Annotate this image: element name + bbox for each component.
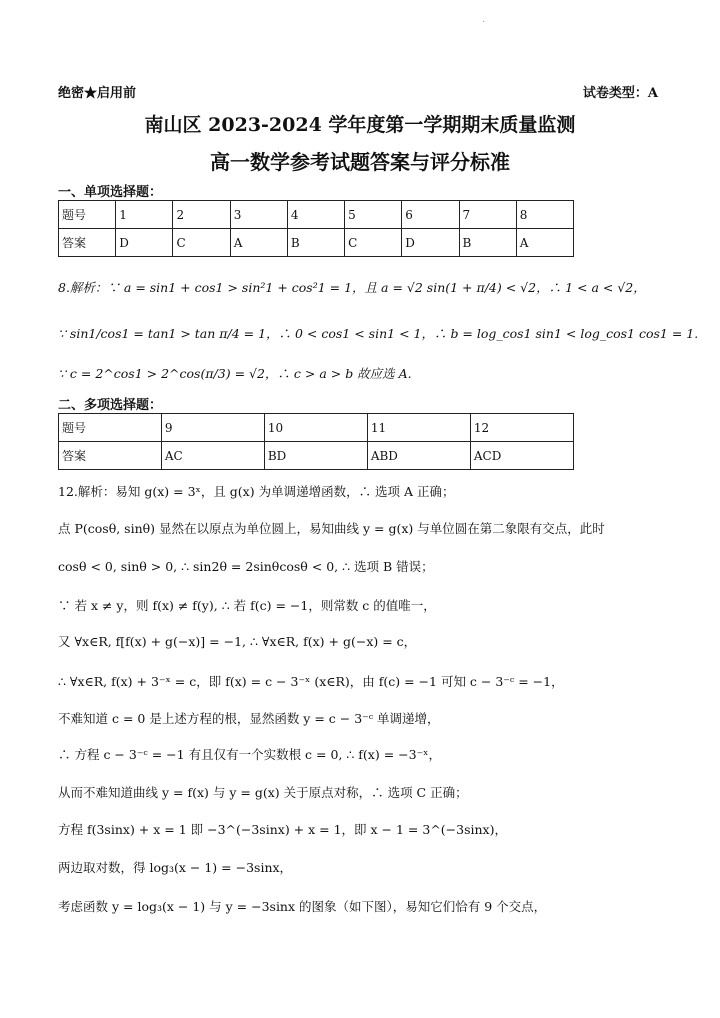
q8-line-3: ∵ c = 2^cos1 > 2^cos(π/3) = √2，∴ c > a > b 故应选 A. [58,366,412,381]
q8-line-1: 8.解析：∵ a = sin1 + cos1 > sin²1 + cos²1 = 1，且 a = √2 sin(1 + π/4) < √2，∴ 1 < a < √2， [58,280,646,295]
table-cell: BD [264,442,367,470]
q12-line-1: 12.解析：易知 g(x) = 3ˣ，且 g(x) 为单调递增函数，∴ 选项 A 正确； [58,484,455,499]
q12-line-11: 两边取对数，得 log₃(x − 1) = −3sinx， [58,860,293,875]
table-cell: 12 [470,414,573,442]
table-cell: 答案 [59,229,116,257]
table-cell: 题号 [59,414,162,442]
q12-line-12: 考虑函数 y = log₃(x − 1) 与 y = −3sinx 的图象（如下图），易知它们恰有 9 个交点， [58,899,547,914]
q12-line-10: 方程 f(3sinx) + x = 1 即 −3^(−3sinx) + x = 1，即 x − 1 = 3^(−3sinx)， [58,822,507,837]
scan-dot: . [482,14,486,25]
document-title: 南山区 2023-2024 学年度第一学期期末质量监测 [144,114,576,136]
table-cell: 4 [287,201,344,229]
table-row [59,414,574,442]
q12-line-7: 不难知道 c = 0 是上述方程的根，显然函数 y = c − 3⁻ᶜ 单调递增， [58,711,440,726]
q12-line-4: ∵ 若 x ≠ y，则 f(x) ≠ f(y), ∴ 若 f(c) = −1，则常数 c 的值唯一， [58,598,436,613]
table-cell: AC [161,442,264,470]
table-cell: B [287,229,344,257]
section2-heading: 二、多项选择题： [58,398,163,413]
table-cell: ACD [470,442,573,470]
table-cell: C [173,229,230,257]
secret-label: 绝密★启用前 [58,86,137,101]
table-cell: 3 [230,201,287,229]
header-line [58,82,658,102]
q8-line-2: ∵ sin1/cos1 = tan1 > tan π/4 = 1，∴ 0 < cos1 < sin1 < 1，∴ b = log_cos1 sin1 < log_cos1 cos1 = 1. [58,326,699,341]
table-cell: 11 [367,414,470,442]
single-choice-answer-table [58,200,574,257]
table-cell: A [516,229,573,257]
section1-heading: 一、单项选择题： [58,185,163,200]
table-row [59,229,574,257]
document-subtitle: 高一数学参考试题答案与评分标准 [210,150,510,174]
table-cell: 2 [173,201,230,229]
table-cell: 6 [402,201,459,229]
table-cell: 5 [345,201,402,229]
multi-choice-answer-table [58,413,574,470]
q12-line-3: cosθ < 0, sinθ > 0, ∴ sin2θ = 2sinθcosθ < 0, ∴ 选项 B 错误； [58,559,434,574]
table-cell: 1 [116,201,173,229]
table-cell: 题号 [59,201,116,229]
table-cell: 10 [264,414,367,442]
table-row [59,442,574,470]
q12-line-9: 从而不难知道曲线 y = f(x) 与 y = g(x) 关于原点对称，∴ 选项 C 正确； [58,785,468,800]
table-row [59,201,574,229]
table-cell: 8 [516,201,573,229]
table-cell: 7 [459,201,516,229]
table-cell: C [345,229,402,257]
table-cell: A [230,229,287,257]
q12-line-8: ∴ 方程 c − 3⁻ᶜ = −1 有且仅有一个实数根 c = 0, ∴ f(x) = −3⁻ˣ， [58,747,441,762]
table-cell: D [116,229,173,257]
q12-line-5: 又 ∀x∈R, f[f(x) + g(−x)] = −1, ∴ ∀x∈R, f(x) + g(−x) = c， [58,634,417,649]
table-cell: ABD [367,442,470,470]
q12-line-6: ∴ ∀x∈R, f(x) + 3⁻ˣ = c，即 f(x) = c − 3⁻ˣ (x∈R)，由 f(c) = −1 可知 c − 3⁻ᶜ = −1， [58,674,564,689]
q12-line-2: 点 P(cosθ, sinθ) 显然在以原点为单位圆上，易知曲线 y = g(x) 与单位圆在第二象限有交点，此时 [58,521,605,536]
paper-type-label: 试卷类型：A [582,86,658,101]
table-cell: B [459,229,516,257]
table-cell: 答案 [59,442,162,470]
table-cell: 9 [161,414,264,442]
table-cell: D [402,229,459,257]
